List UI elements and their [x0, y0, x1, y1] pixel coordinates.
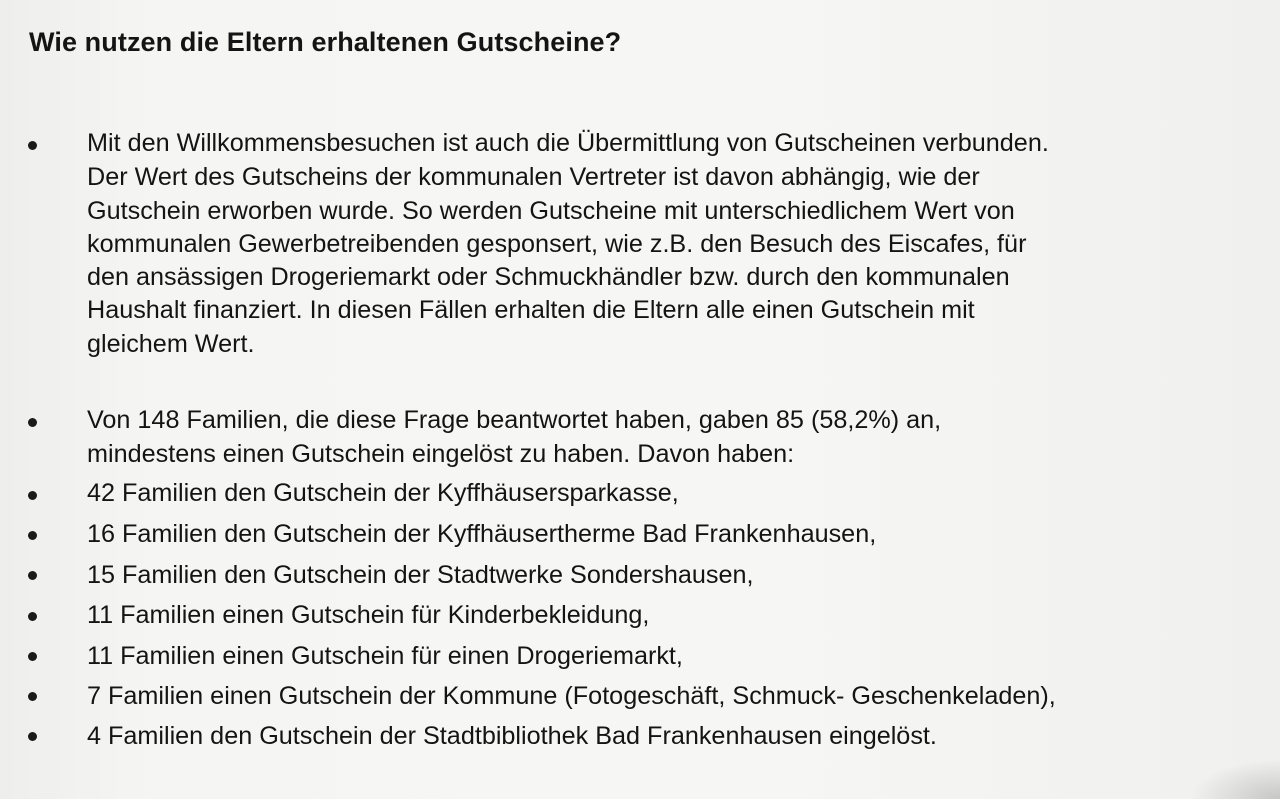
- text-line: den ansässigen Drogeriemarkt oder Schmuckhändler bzw. durch den kommunalen: [87, 263, 1010, 291]
- bullet-point: [28, 531, 37, 540]
- text-line: Der Wert des Gutscheins der kommunalen Vertreter ist davon abhängig, wie der: [87, 163, 980, 191]
- list-item: 7 Familien einen Gutschein der Kommune (Fotogeschäft, Schmuck- Geschenkeladen),: [87, 682, 1056, 710]
- text-line: Gutschein erworben wurde. So werden Gutscheine mit unterschiedlichem Wert von: [87, 197, 1015, 225]
- bullet-point: [28, 652, 37, 661]
- list-item: 11 Familien einen Gutschein für Kinderbekleidung,: [87, 601, 650, 629]
- text-line: gleichem Wert.: [87, 330, 255, 358]
- bullet-point: [28, 491, 37, 500]
- bullet-point: [28, 571, 37, 580]
- bullet-point: [28, 732, 37, 741]
- list-item: 15 Familien den Gutschein der Stadtwerke Sondershausen,: [87, 561, 754, 589]
- bullet-point: [28, 418, 37, 427]
- scan-edge-shadow: [1190, 759, 1280, 799]
- list-item: 4 Familien den Gutschein der Stadtbibliothek Bad Frankenhausen eingelöst.: [87, 722, 937, 750]
- text-line: Von 148 Familien, die diese Frage beantwortet haben, gaben 85 (58,2%) an,: [87, 406, 942, 434]
- text-line: kommunalen Gewerbetreibenden gesponsert, wie z.B. den Besuch des Eiscafes, für: [87, 230, 1027, 258]
- list-item: 16 Familien den Gutschein der Kyffhäusertherme Bad Frankenhausen,: [87, 520, 877, 548]
- text-line: Haushalt finanziert. In diesen Fällen erhalten die Eltern alle einen Gutschein mit: [87, 296, 975, 324]
- bullet-point: [28, 612, 37, 621]
- bullet-point: [28, 692, 37, 701]
- list-item: 11 Familien einen Gutschein für einen Drogeriemarkt,: [87, 642, 683, 670]
- list-item: 42 Familien den Gutschein der Kyffhäusersparkasse,: [87, 479, 679, 507]
- text-line: Mit den Willkommensbesuchen ist auch die Übermittlung von Gutscheinen verbunden.: [87, 129, 1049, 157]
- bullet-point: [28, 141, 37, 150]
- page-title: Wie nutzen die Eltern erhaltenen Gutscheine?: [29, 27, 622, 57]
- text-line: mindestens einen Gutschein eingelöst zu haben. Davon haben:: [87, 440, 795, 468]
